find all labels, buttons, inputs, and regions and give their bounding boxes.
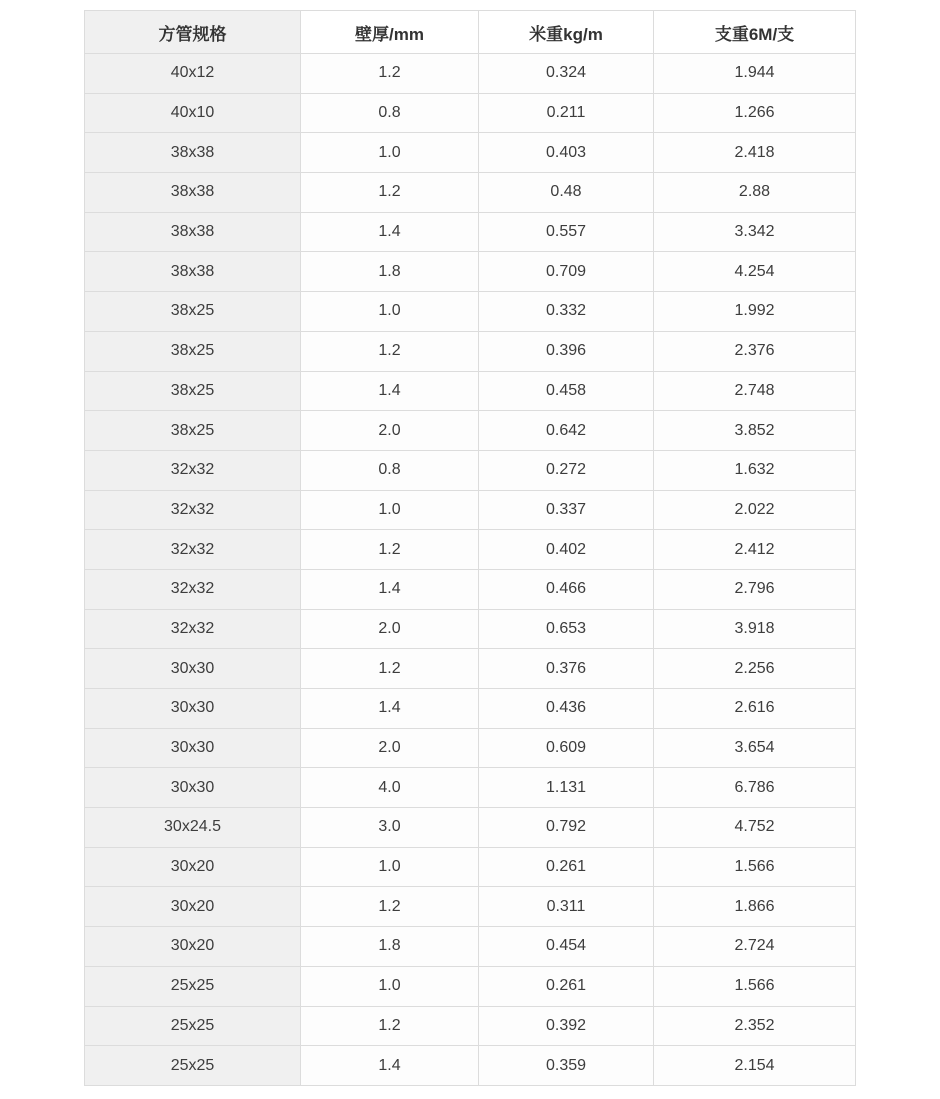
table-row xyxy=(85,808,856,848)
cell-tube-spec: 38x38 xyxy=(85,212,301,252)
table-row xyxy=(85,847,856,887)
cell-wall-thickness: 1.8 xyxy=(301,252,479,292)
cell-wall-thickness: 1.4 xyxy=(301,689,479,729)
cell-wall-thickness: 2.0 xyxy=(301,728,479,768)
table-row xyxy=(85,689,856,729)
cell-weight-per-piece: 2.022 xyxy=(654,490,856,530)
cell-wall-thickness: 2.0 xyxy=(301,411,479,451)
cell-weight-per-piece: 4.752 xyxy=(654,808,856,848)
header-weight-per-piece: 支重6M/支 xyxy=(654,11,856,54)
header-wall-thickness: 壁厚/mm xyxy=(301,11,479,54)
cell-weight-per-meter: 0.261 xyxy=(479,966,654,1006)
table-row xyxy=(85,173,856,213)
cell-tube-spec: 30x30 xyxy=(85,768,301,808)
cell-wall-thickness: 1.4 xyxy=(301,212,479,252)
table-row xyxy=(85,728,856,768)
cell-wall-thickness: 2.0 xyxy=(301,609,479,649)
cell-tube-spec: 25x25 xyxy=(85,1006,301,1046)
cell-weight-per-meter: 0.653 xyxy=(479,609,654,649)
cell-weight-per-meter: 1.131 xyxy=(479,768,654,808)
cell-wall-thickness: 1.2 xyxy=(301,649,479,689)
cell-tube-spec: 30x30 xyxy=(85,689,301,729)
table-row xyxy=(85,887,856,927)
cell-wall-thickness: 1.8 xyxy=(301,927,479,967)
cell-weight-per-meter: 0.324 xyxy=(479,54,654,94)
cell-weight-per-meter: 0.337 xyxy=(479,490,654,530)
cell-weight-per-piece: 2.616 xyxy=(654,689,856,729)
cell-wall-thickness: 1.0 xyxy=(301,847,479,887)
cell-weight-per-meter: 0.436 xyxy=(479,689,654,729)
cell-tube-spec: 38x25 xyxy=(85,331,301,371)
cell-weight-per-piece: 1.866 xyxy=(654,887,856,927)
cell-tube-spec: 40x10 xyxy=(85,93,301,133)
table-row xyxy=(85,609,856,649)
cell-weight-per-piece: 3.654 xyxy=(654,728,856,768)
cell-wall-thickness: 1.2 xyxy=(301,1006,479,1046)
cell-tube-spec: 40x12 xyxy=(85,54,301,94)
cell-tube-spec: 30x24.5 xyxy=(85,808,301,848)
cell-weight-per-piece: 4.254 xyxy=(654,252,856,292)
table-body xyxy=(85,54,856,1086)
cell-weight-per-piece: 2.418 xyxy=(654,133,856,173)
cell-tube-spec: 32x32 xyxy=(85,450,301,490)
cell-wall-thickness: 0.8 xyxy=(301,450,479,490)
header-weight-per-meter: 米重kg/m xyxy=(479,11,654,54)
square-tube-spec-table xyxy=(84,10,856,1086)
cell-wall-thickness: 1.0 xyxy=(301,133,479,173)
cell-wall-thickness: 1.0 xyxy=(301,490,479,530)
cell-tube-spec: 30x20 xyxy=(85,927,301,967)
cell-weight-per-meter: 0.402 xyxy=(479,530,654,570)
cell-tube-spec: 38x38 xyxy=(85,252,301,292)
cell-weight-per-meter: 0.359 xyxy=(479,1046,654,1086)
cell-tube-spec: 38x38 xyxy=(85,173,301,213)
cell-tube-spec: 25x25 xyxy=(85,1046,301,1086)
cell-tube-spec: 38x38 xyxy=(85,133,301,173)
cell-weight-per-meter: 0.642 xyxy=(479,411,654,451)
table-row xyxy=(85,93,856,133)
table-row xyxy=(85,450,856,490)
cell-wall-thickness: 1.4 xyxy=(301,371,479,411)
cell-weight-per-piece: 2.796 xyxy=(654,569,856,609)
table-row xyxy=(85,1046,856,1086)
table-row xyxy=(85,292,856,332)
cell-weight-per-meter: 0.48 xyxy=(479,173,654,213)
cell-weight-per-meter: 0.403 xyxy=(479,133,654,173)
cell-wall-thickness: 1.2 xyxy=(301,887,479,927)
cell-weight-per-meter: 0.261 xyxy=(479,847,654,887)
cell-weight-per-piece: 6.786 xyxy=(654,768,856,808)
cell-weight-per-piece: 2.352 xyxy=(654,1006,856,1046)
table-row xyxy=(85,966,856,1006)
cell-tube-spec: 30x20 xyxy=(85,887,301,927)
cell-tube-spec: 30x30 xyxy=(85,649,301,689)
cell-weight-per-piece: 2.88 xyxy=(654,173,856,213)
cell-weight-per-meter: 0.332 xyxy=(479,292,654,332)
cell-weight-per-meter: 0.376 xyxy=(479,649,654,689)
cell-wall-thickness: 1.2 xyxy=(301,173,479,213)
table-row xyxy=(85,1006,856,1046)
cell-weight-per-piece: 3.342 xyxy=(654,212,856,252)
cell-wall-thickness: 1.0 xyxy=(301,966,479,1006)
cell-tube-spec: 38x25 xyxy=(85,411,301,451)
table-row xyxy=(85,649,856,689)
cell-weight-per-meter: 0.454 xyxy=(479,927,654,967)
cell-weight-per-meter: 0.557 xyxy=(479,212,654,252)
cell-weight-per-meter: 0.272 xyxy=(479,450,654,490)
cell-weight-per-piece: 1.992 xyxy=(654,292,856,332)
cell-weight-per-piece: 3.852 xyxy=(654,411,856,451)
cell-weight-per-meter: 0.792 xyxy=(479,808,654,848)
cell-wall-thickness: 1.4 xyxy=(301,1046,479,1086)
cell-weight-per-piece: 2.412 xyxy=(654,530,856,570)
cell-weight-per-meter: 0.609 xyxy=(479,728,654,768)
cell-weight-per-piece: 2.256 xyxy=(654,649,856,689)
cell-tube-spec: 38x25 xyxy=(85,292,301,332)
cell-wall-thickness: 4.0 xyxy=(301,768,479,808)
cell-weight-per-meter: 0.396 xyxy=(479,331,654,371)
cell-weight-per-piece: 1.566 xyxy=(654,847,856,887)
table-row xyxy=(85,252,856,292)
cell-wall-thickness: 1.2 xyxy=(301,331,479,371)
cell-tube-spec: 32x32 xyxy=(85,569,301,609)
table-row xyxy=(85,927,856,967)
cell-weight-per-piece: 1.266 xyxy=(654,93,856,133)
cell-tube-spec: 30x30 xyxy=(85,728,301,768)
cell-tube-spec: 32x32 xyxy=(85,609,301,649)
cell-wall-thickness: 1.0 xyxy=(301,292,479,332)
table-row xyxy=(85,569,856,609)
cell-weight-per-piece: 1.632 xyxy=(654,450,856,490)
cell-weight-per-piece: 2.748 xyxy=(654,371,856,411)
cell-tube-spec: 38x25 xyxy=(85,371,301,411)
table-row xyxy=(85,371,856,411)
cell-tube-spec: 30x20 xyxy=(85,847,301,887)
cell-weight-per-piece: 2.154 xyxy=(654,1046,856,1086)
cell-weight-per-piece: 3.918 xyxy=(654,609,856,649)
table-row xyxy=(85,331,856,371)
table-row xyxy=(85,490,856,530)
cell-weight-per-piece: 1.944 xyxy=(654,54,856,94)
cell-weight-per-meter: 0.392 xyxy=(479,1006,654,1046)
table-row xyxy=(85,411,856,451)
cell-weight-per-meter: 0.311 xyxy=(479,887,654,927)
table-row xyxy=(85,530,856,570)
cell-weight-per-meter: 0.211 xyxy=(479,93,654,133)
cell-tube-spec: 32x32 xyxy=(85,530,301,570)
cell-wall-thickness: 1.2 xyxy=(301,530,479,570)
cell-weight-per-piece: 2.724 xyxy=(654,927,856,967)
header-tube-spec: 方管规格 xyxy=(85,11,301,54)
cell-weight-per-meter: 0.466 xyxy=(479,569,654,609)
table-row xyxy=(85,768,856,808)
table-row xyxy=(85,54,856,94)
cell-wall-thickness: 0.8 xyxy=(301,93,479,133)
cell-wall-thickness: 3.0 xyxy=(301,808,479,848)
table-row xyxy=(85,212,856,252)
table-row xyxy=(85,133,856,173)
cell-weight-per-piece: 2.376 xyxy=(654,331,856,371)
cell-wall-thickness: 1.2 xyxy=(301,54,479,94)
cell-tube-spec: 25x25 xyxy=(85,966,301,1006)
header-row xyxy=(85,11,856,54)
cell-weight-per-meter: 0.709 xyxy=(479,252,654,292)
cell-tube-spec: 32x32 xyxy=(85,490,301,530)
cell-wall-thickness: 1.4 xyxy=(301,569,479,609)
cell-weight-per-piece: 1.566 xyxy=(654,966,856,1006)
cell-weight-per-meter: 0.458 xyxy=(479,371,654,411)
